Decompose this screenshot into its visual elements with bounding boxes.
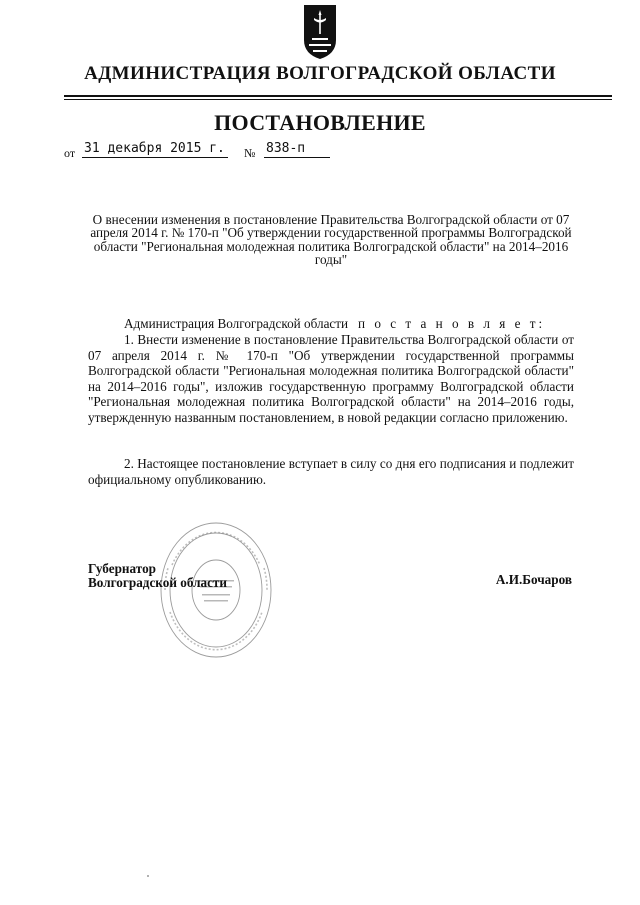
organization-name: АДМИНИСТРАЦИЯ ВОЛГОГРАДСКОЙ ОБЛАСТИ <box>84 63 556 84</box>
header-divider-thick <box>64 95 612 97</box>
paragraph-2: 2. Настоящее постановление вступает в силу со дня его подписания и подлежит официальному опубликованию. <box>88 456 574 487</box>
number-prefix: № <box>244 146 256 160</box>
issue-number: 838-п <box>264 141 330 158</box>
signer-position-line-2: Волгоградской области <box>88 575 228 590</box>
intro-subject: Администрация Волгоградской области <box>124 316 349 331</box>
intro-line <box>124 316 545 332</box>
seal-stamp-icon <box>158 520 274 660</box>
coat-of-arms-icon <box>303 4 337 60</box>
signer-name: А.И.Бочаров <box>495 572 572 587</box>
paragraph-1: 1. Внести изменение в постановление Правительства Волгоградской области от 07 апреля 2014 г. № 170-п "Об утверждении государственной программы Волгоградской области "Региональная молодежная политика Волгоградской области" на 2014–2016 годы", изложив государственную программу Волгоградской области "Региональная молодежная политика Волгоградской области" на 2014–2016 годы, утвержденную названным постановлением, в новой редакции согласно приложению. <box>88 332 574 425</box>
signer-position <box>88 562 227 590</box>
header-divider-thin <box>64 99 612 100</box>
signer-position-line-1: Губернатор <box>88 561 156 576</box>
issue-date: 31 декабря 2015 г. <box>82 141 228 158</box>
document-title: О внесении изменения в постановление Правительства Волгоградской области от 07 апреля 2014 г. № 170-п "Об утверждении государственной программы Волгоградской области "Региональная молодежная политика Волгоградской области" на 2014–2016 годы" <box>90 212 572 267</box>
intro-verb: п о с т а н о в л я е т: <box>358 316 546 331</box>
date-prefix: от <box>64 146 76 160</box>
document-type: ПОСТАНОВЛЕНИЕ <box>214 110 426 135</box>
scan-speck <box>147 875 149 877</box>
